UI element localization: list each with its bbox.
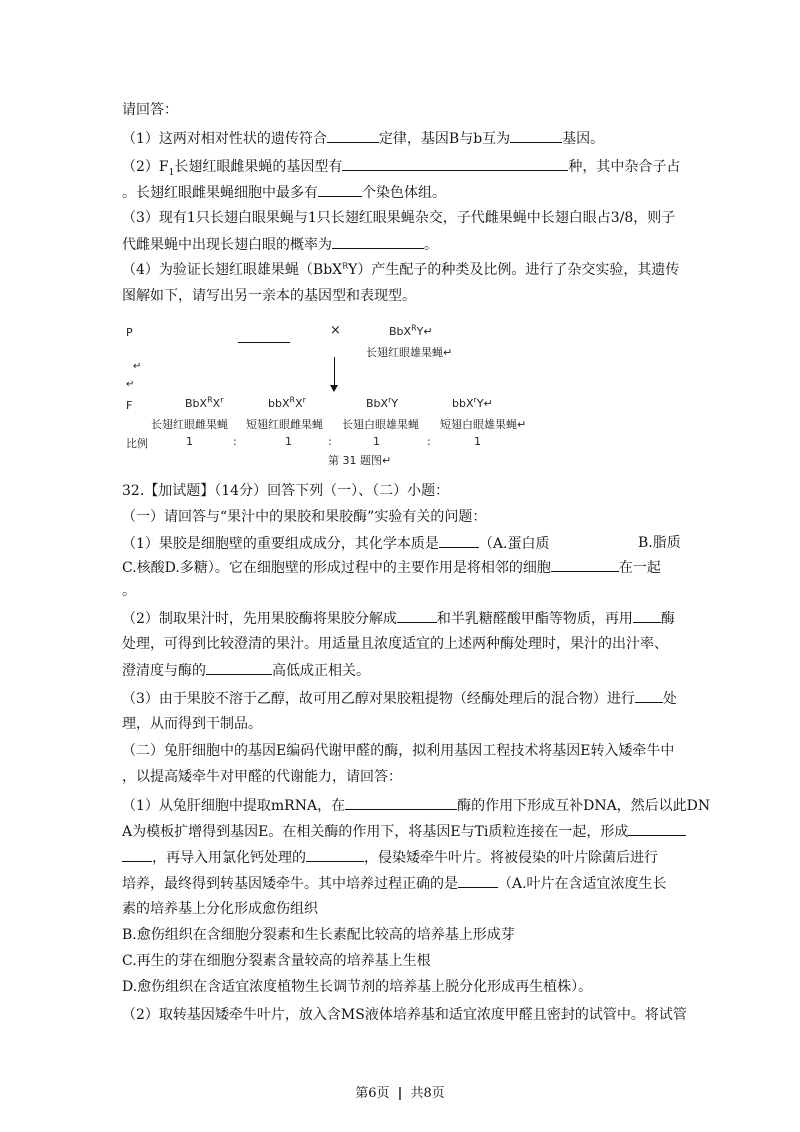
q32-1-option-b: B.脂质	[638, 535, 681, 551]
q32-3-line-2: 理，从而得到干制品。	[122, 716, 262, 732]
offspring-phenotype: 短翅白眼雄果蝇↵	[440, 418, 527, 431]
q32-ii-2-line-1: （2）取转基因矮牵牛叶片，放入含MS液体培养基和适宜浓度甲醛且密封的试管中。将试管	[122, 1007, 687, 1023]
answer-blank[interactable]	[206, 660, 272, 675]
q4-line-1: （4）为验证长翅红眼雄果蝇（BbX$^R$Y）产生配子的种类及比例。进行了杂交实验，其遗传	[122, 261, 680, 278]
ratio-colon: :	[233, 435, 237, 448]
male-phenotype: 长翅红眼雄果蝇↵	[366, 346, 453, 359]
q32-1-line-3: 。	[122, 583, 136, 599]
ratio-value: 1	[285, 435, 292, 448]
option-b: B.愈伤组织在含细胞分裂素和生长素配比较高的培养基上形成芽	[122, 927, 515, 943]
return-mark: ↵	[133, 361, 142, 372]
answer-blank[interactable]	[345, 795, 457, 810]
q32-part2-intro-1: （二）兔肝细胞中的基因E编码代谢甲醛的酶，拟利用基因工程技术将基因E转入矮牵牛中	[122, 743, 675, 759]
answer-blank[interactable]	[439, 533, 479, 548]
ratio-label: 比例	[126, 437, 148, 450]
answer-blank[interactable]	[635, 688, 663, 703]
q2-line-2: 。长翅红眼雌果蝇细胞中最多有 个染色体组。	[122, 182, 446, 203]
ratio-value: 1	[373, 435, 380, 448]
offspring-genotype: $BbX^RX^r$	[185, 395, 224, 410]
answer-blank[interactable]	[633, 608, 661, 623]
ratio-value: 1	[186, 435, 193, 448]
offspring-phenotype: 短翅红眼雌果蝇	[246, 418, 323, 431]
arrow-down-icon	[330, 385, 338, 392]
answer-blank[interactable]	[397, 608, 437, 623]
q1-line: （1）这两对相对性状的遗传符合 定律，基因B与b互为 基因。	[122, 128, 604, 149]
return-mark: ↵	[126, 379, 135, 390]
ratio-colon: :	[427, 435, 431, 448]
q32-1-line-2: C.核酸D.多糖）。它在细胞壁的形成过程中的主要作用是将相邻的细胞 在一起	[122, 557, 661, 578]
answer-blank[interactable]	[510, 128, 562, 143]
q32-2-line-2: 处理，可得到比较澄清的果汁。用适量且浓度适宜的上述两种酶处理时，果汁的出汁率、	[122, 636, 668, 652]
q32-ii-1-line-3: ，再导入用氯化钙处理的 ，侵染矮牵牛叶片。将被侵染的叶片除菌后进行	[122, 847, 658, 868]
page-footer	[0, 1082, 800, 1101]
q32-part1-intro: （一）请回答与“果汁中的果胶和果胶酶”实验有关的问题：	[122, 509, 487, 525]
answer-blank[interactable]	[551, 557, 619, 572]
male-genotype: BbX$^R$Y↵	[389, 323, 433, 338]
option-c: C.再生的芽在细胞分裂素含量较高的培养基上生根	[122, 953, 431, 969]
q32-1-line-1: （1）果胶是细胞壁的重要组成成分，其化学本质是 （A.蛋白质	[122, 533, 549, 554]
q32-ii-1-line-4: 培养，最终得到转基因矮牵牛。其中培养过程正确的是 （A.叶片在含适宜浓度生长	[122, 873, 667, 894]
q32-title: 32.【加试题】（14分）回答下列（一）、（二）小题：	[122, 483, 450, 499]
answer-blank[interactable]	[342, 156, 568, 171]
page-total: 共8页	[410, 1086, 445, 1101]
offspring-genotype: $bbX^RX^r$	[268, 395, 306, 410]
q32-3-line-1: （3）由于果胶不溶于乙醇，故可用乙醇对果胶粗提物（经酶处理后的混合物）进行 处	[122, 688, 677, 709]
answer-blank[interactable]	[458, 873, 498, 888]
cross-symbol: ×	[330, 323, 341, 338]
answer-blank[interactable]	[318, 182, 362, 197]
ratio-value: 1	[474, 435, 481, 448]
ratio-colon: :	[328, 435, 332, 448]
diagram-caption: 第 31 题图↵	[328, 454, 392, 467]
page-number: 第6页	[355, 1086, 390, 1101]
q4-line-2: 图解如下，请写出另一亲本的基因型和表现型。	[122, 288, 416, 304]
q32-ii-1-line-2: A为模板扩增得到基因E。在相关酶的作用下，将基因E与Ti质粒连接在一起，形成	[122, 821, 686, 842]
answer-blank[interactable]	[122, 847, 152, 862]
offspring-genotype: BbX$^r$Y	[366, 395, 399, 410]
answer-blank[interactable]	[332, 234, 424, 249]
intro-line: 请回答：	[122, 102, 178, 118]
offspring-phenotype: 长翅白眼雄果蝇	[342, 418, 419, 431]
q32-part2-intro-2: ，以提高矮牵牛对甲醛的代谢能力，请回答：	[122, 769, 402, 785]
answer-blank[interactable]	[327, 128, 379, 143]
q2-line-1: $(2)F_1$长翅红眼雌果蝇的基因型有 种，其中杂合子占	[122, 156, 680, 177]
footer-separator: |	[397, 1086, 403, 1101]
q32-ii-1-line-1: （1）从兔肝细胞中提取mRNA，在 酶的作用下形成互补DNA，然后以此DN	[122, 795, 710, 816]
answer-blank[interactable]	[628, 821, 686, 836]
q32-ii-1-line-5: 素的培养基上分化形成愈伤组织	[122, 901, 318, 917]
option-d: D.愈伤组织在含适宜浓度植物生长调节剂的培养基上脱分化形成再生植株）。	[122, 979, 593, 995]
q32-2-line-1: （2）制取果汁时，先用果胶酶将果胶分解成 和半乳糖醛酸甲酯等物质，再用 酶	[122, 608, 675, 629]
p-label: P	[126, 326, 133, 339]
q3-line-2: 代雌果蝇中出现长翅白眼的概率为 。	[122, 234, 438, 255]
arrow-line	[334, 357, 335, 387]
f-label: F	[126, 399, 133, 412]
offspring-genotype: bbX$^r$Y↵	[452, 395, 493, 410]
q32-2-line-3: 澄清度与酶的 高低成正相关。	[122, 660, 370, 681]
offspring-phenotype: 长翅红眼雌果蝇	[151, 418, 228, 431]
parent-genotype-blank[interactable]	[238, 328, 290, 343]
q3-line-1: （3）现有1只长翅白眼果蝇与1只长翅红眼果蝇杂交，子代雌果蝇中长翅白眼占3/8，则子	[122, 210, 676, 226]
answer-blank[interactable]	[306, 847, 364, 862]
